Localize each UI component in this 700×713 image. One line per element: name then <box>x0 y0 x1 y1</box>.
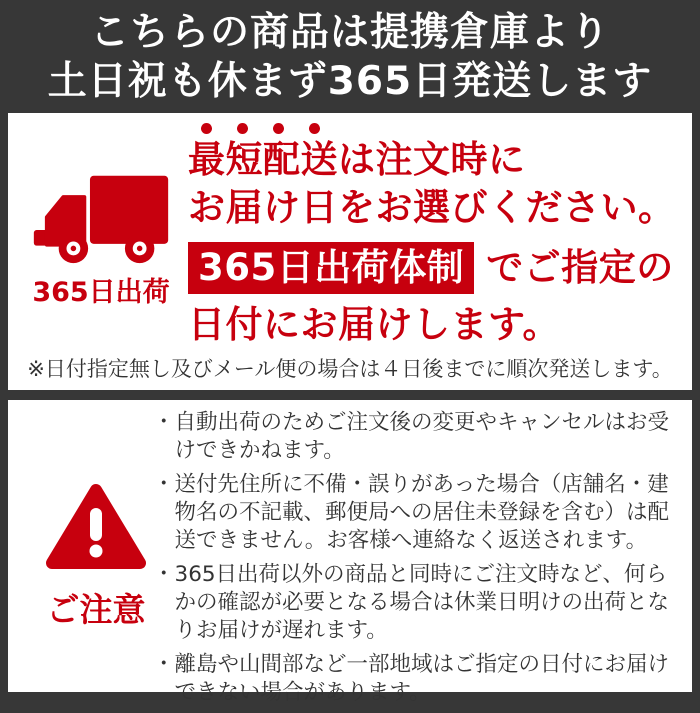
warning-triangle-icon <box>44 482 148 572</box>
emphasis-dot <box>201 123 212 134</box>
emphasis-dots <box>201 123 676 134</box>
shipping-headline-line4: 日付にお届けします。 <box>188 303 561 346</box>
caution-column <box>36 482 156 631</box>
header-banner <box>0 0 700 113</box>
emphasis-dot <box>309 123 320 134</box>
caution-panel <box>8 400 692 705</box>
header-line1: こちらの商品は提携倉庫より <box>89 9 610 55</box>
caution-bullet: ・ 離島や山間部など一部地域はご指定の日付にお届けできない場合があります。 <box>153 651 675 707</box>
caution-bullet: ・ 送付先住所に不備・誤りがあった場合（店舗名・建物名の不記載、郵便局への居住未登録を含む）は配送できません。お客様へ連絡なく返送されます。 <box>153 471 675 555</box>
emphasis-dot <box>237 123 248 134</box>
header-line2: 土日祝も休まず365日発送します <box>47 58 653 104</box>
caution-bullet-list <box>153 409 675 713</box>
emphasis-dot <box>273 123 284 134</box>
shipping-headline-line1: 最短配送は注文時に <box>188 138 526 181</box>
shipping-headline-line2: お届け日をお選びください。 <box>188 186 676 229</box>
shipping-panel <box>8 113 692 390</box>
caution-bullet: ・ 自動出荷のためご注文後の変更やキャンセルはお受けできかねます。 <box>153 409 675 465</box>
truck-label: 365日出荷 <box>32 277 170 308</box>
caution-label: ご注意 <box>46 590 146 629</box>
truck-icon <box>32 173 170 265</box>
shipping-text-block <box>188 123 676 349</box>
shipping-headline-line3 <box>188 241 676 295</box>
truck-column <box>26 173 176 309</box>
caution-bullet: ・ 365日出荷以外の商品と同時にご注文時など、何らかの確認が必要となる場合は休業日明けの出荷となりお届けが遅れます。 <box>153 561 675 645</box>
shipping-note: ※日付指定無し及びメール便の場合は４日後までに順次発送します。 <box>27 357 673 381</box>
highlight-suffix: でご指定の <box>486 246 674 289</box>
highlight-box: 365日出荷体制 <box>188 242 474 294</box>
